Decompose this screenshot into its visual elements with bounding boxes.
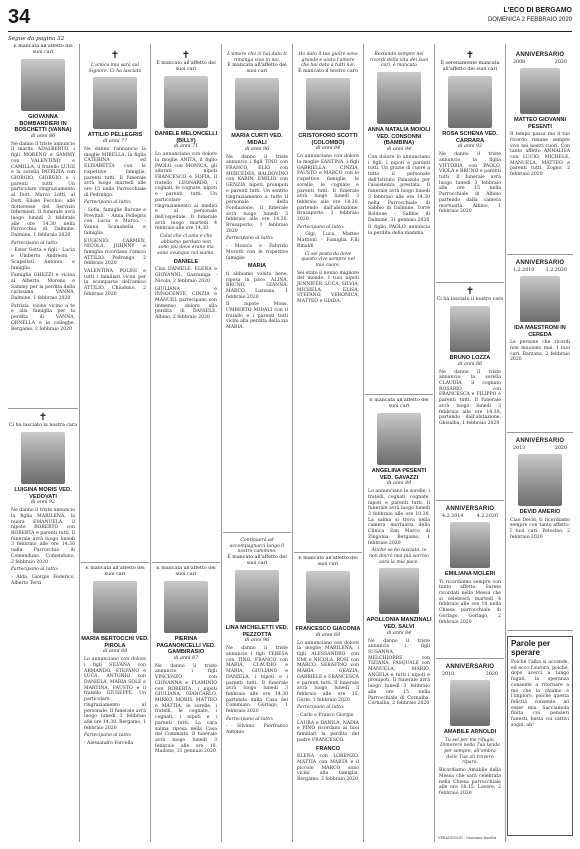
column-rule — [292, 44, 293, 842]
obituary-extra: VALENTINA POLINI e tutti i familiari vicini per la scomparsa dell'amico ATTILIO. Chiuduno, 2 febbraio 2020 — [84, 269, 146, 297]
participation-label: Partecipano al lutto: — [297, 705, 345, 711]
cross-icon: ✝ — [465, 286, 475, 297]
obituary-name: EMILIANA MOLERI — [444, 571, 496, 577]
column-rule — [150, 44, 151, 842]
obituary-name: APOLLONIA MANZINALI VED. SALVI — [366, 617, 432, 630]
participation-label: Partecipano al lutto: — [11, 567, 59, 573]
anniversary-arnoldi — [436, 662, 504, 842]
obituary-extra: ELENA con LORENZO, MATTIA con MARTA e il piccolo MARCO sono vicini alla famiglia. Bergamo, 2 febbraio 2020 — [297, 754, 359, 782]
obituary-paganoncelli — [152, 566, 220, 844]
section-divider — [507, 630, 573, 631]
year-from: 2013 — [513, 446, 526, 451]
obituary-text: Ne danno il triste annuncio i figli SUSANNA, MELCHIORRE con TIZIANA, PASQUALE con MANUELA, MARIO, ANGELA e tutti i nipoti e pronipoti. Il funerale avrà luogo lunedì 3 febbraio alle ore 15 nella Parrocchiale di Cornalba. Cornalba, 2 febbraio 2020 — [368, 638, 430, 707]
obituary-name: ANNA NATALIA MOIOLI VED. CONSONNI (BAMBINA) — [367, 127, 431, 147]
year-from: 1.2.2010 — [513, 268, 535, 273]
portrait-photo — [235, 78, 279, 130]
portrait-photo — [164, 581, 208, 633]
participation-list: - Silvano Pierfranco Antonio — [226, 724, 288, 736]
anniversary-title: ANNIVERSARIO — [515, 438, 565, 444]
participation-label: Partecipano al lutto: — [297, 224, 345, 230]
obituary-age: di anni 89 — [386, 481, 412, 487]
obituary-age: di anni 96 — [244, 638, 270, 644]
obituary-age: di anni 69 — [315, 632, 341, 638]
publication-date: DOMENICA 2 FEBBRAIO 2020 — [487, 17, 572, 23]
obituary-text: Ne danno l'annuncio la moglie MIRELLA, la figlia CATERINA ed ELISABETTA con le rispettive famiglie, parenti tutti. Il funerale avrà luogo martedì alle ore 15 nella Parrocchiale di Pedrengo. — [84, 147, 146, 198]
obituary-text: Ne danno il triste annuncio la sorella CLAUDIA, il cognato ROSARIO con FRANCESCA e FILIPPO e parenti tutti. Il funerale avrà luogo lunedì 3 febbraio alle ore 14.30, partendo dall'abitazione. Ghisalba, 1 febbraio 2020 — [439, 369, 501, 426]
section-divider — [365, 394, 433, 395]
obituary-bertocchi — [81, 566, 149, 844]
obituary-intro: È mancato all'affetto dei suoi cari — [298, 556, 358, 567]
obituary-name: LUIGINA MORIS VED. VEDOVATI — [14, 487, 72, 500]
portrait-photo — [235, 570, 279, 622]
anniversary-title: ANNIVERSARIO — [445, 506, 495, 512]
portrait-photo — [377, 72, 421, 124]
obituary-quote: Colui che ci ama e che abbiamo perduto non sono più dove erano ma sono ovunque noi siamo. — [157, 234, 215, 257]
obituary-bombardieri — [8, 44, 78, 404]
obituary-text: Ne danno il triste annuncio i figli TERESA con TINO, FRANCO con MARIA, CLAUDIO e MARIA, GIULIANO e DANIELA, i nipoti e i parenti tutti. Il funerale avrà luogo lunedì 3 febbraio alle ore 14.30 partendo dalla Casa del Commiato. Gorlago, 1 febbraio 2020 — [226, 646, 288, 715]
obituary-age: di anni 94 — [386, 146, 412, 152]
portrait-photo — [450, 522, 490, 568]
column-5 — [294, 44, 362, 844]
obituary-quote: Ci sei posta da dove questo vive sempre nel mio cuore. — [301, 251, 355, 268]
cross-icon: ✝ — [465, 50, 475, 61]
section-divider — [81, 562, 149, 563]
obituary-age: di anni 71 — [173, 144, 199, 150]
anniversary-title: ANNIVERSARIO — [445, 664, 495, 670]
anniversary-years — [436, 514, 504, 519]
obituary-name: IDA MAESTRONI IN CEREDA — [514, 325, 566, 338]
obituary-name: CRISTOFORO SCOTTI (COLOMBO) — [298, 133, 358, 146]
obituary-quote: Ho dato il tuo gioire sono grande e aiuto l'amore che hai dato a tutti noi. — [298, 52, 358, 69]
participation-label: Partecipano al lutto: — [226, 716, 274, 722]
obituary-intro: È mancata all'affetto dei suoi cari — [369, 398, 429, 409]
obituary-name: LINA MICHELETTI VED. PEZZOTTA — [225, 625, 289, 638]
publication-name: L'ECO DI BERGAMO — [503, 7, 572, 14]
obituary-name: MARIA CURTI VED. MIDALI — [231, 133, 283, 146]
portrait-photo — [450, 306, 490, 352]
obituary-giaconia — [294, 556, 362, 844]
obituary-text: Lo annunciano le sorelle, i fratelli, cognati, cognate, nipoti e parenti tutti. Il funerale avrà luogo lunedì 3 febbraio alle ore 10.30. La salma si trova nella camera mortuaria della Clinica San Marco di Zingonia. Bergamo, 1 febbraio 2020 — [368, 489, 430, 546]
participation-label: Partecipano al lutto: — [84, 733, 132, 739]
anniversary-pesenti — [507, 50, 573, 250]
obituary-name: PIERINA PAGANONCELLI VED. GAMBIRASIO — [156, 636, 216, 656]
obituary-text: Lo annunciano con dolore la moglie MARILENA, i figli ALESSANDRO con EMI e NICOLA, ROSI con MARCO, SERAFINO con MARIA GRAZIA, GABRIELE e FRANCESCA e parenti tutti. Il funerale avrà luogo lunedì 3 febbraio alle ore 15. Gorle, 1 febbraio 2020 — [297, 640, 359, 703]
obituary-meloncelli — [152, 50, 220, 558]
obituary-moioli — [365, 50, 433, 390]
portrait-photo — [21, 432, 65, 484]
portrait-photo — [377, 413, 421, 465]
obituary-name: MARIA BERTOCCHI VED. PIROLA — [81, 636, 149, 649]
obituary-age: di anni 84 — [315, 146, 341, 152]
obituary-name: BRUNO LOZZA — [449, 355, 491, 361]
anniversary-title: ANNIVERSARIO — [515, 52, 565, 58]
obituary-text: Con dolore lo annunciano i figli, i nipoti e parenti tutti. Un grazie di cuore a tutto il personale dell'Istituto Palazzolo per l'assistenza prestata. Il funerale avrà luogo lunedì 3 febbraio alle ore 14.30 nella Parrocchiale di Sabbio di Dalmine. Torre Boldone - Sabbio di Dalmine, 31 gennaio 2020 — [368, 154, 430, 223]
obituary-intro: È mancato all'affetto dei suoi cari — [156, 61, 216, 72]
obituary-moris — [8, 412, 78, 842]
obituary-pellegris — [81, 50, 149, 558]
column-2 — [81, 44, 149, 844]
participation-list: - Gigi, Luca, Matteo Mattioni - Famiglia F.lli Rinaldi — [297, 232, 359, 249]
portrait-photo — [93, 581, 137, 633]
obituary-intro: Ci ha lasciato il nostro caro — [436, 297, 504, 302]
obituary-text: Ne danno il triste annuncio la figlia MARILENA, la nuora EMANUELA, il nipote ROBERTO con ROBERTA e parenti tutti. Il funerale avrà luogo lunedì 3 febbraio alle ore 14.30 nella Parrocchia di Comenduno. Comenduno, 2 febbraio 2020 — [11, 508, 75, 565]
section-divider — [507, 432, 573, 433]
obituary-intro: È mancato il nostro caro — [298, 69, 358, 75]
anniversary-moleri — [436, 504, 504, 654]
obituary-name: ANGELINA PESENTI VED. GAVAZZI — [371, 468, 427, 481]
obituary-curti — [223, 50, 291, 528]
section-divider — [8, 408, 78, 409]
anniversary-maestroni — [507, 258, 573, 428]
year-to: 2020 — [554, 446, 567, 451]
obituary-age: di anni 86 — [30, 133, 56, 139]
section-divider — [223, 532, 291, 533]
year-from: 2010 — [442, 672, 455, 677]
obituary-intro: È mancato all'affetto dei suoi cari — [227, 555, 287, 567]
year-to: 2020 — [554, 60, 567, 65]
obituary-micheletti — [223, 536, 291, 844]
obituary-age: di anni 86 — [457, 361, 483, 367]
participation-list: - Sofia, famiglie Barone e Previtali. - Anna Pellegris con Lucia e Marco. - Vanna Scanabella e famiglia — [84, 208, 146, 236]
obituary-extra: EUGENIO, CARMEN, NICOLA, JOHNNY e famiglia ricordano l'amico ATTILIO. Pedrengo, 2 febbraio 2020 — [84, 238, 146, 267]
participation-label: Partecipano al lutto: — [226, 236, 274, 242]
obituary-name: MATTEO GIOVANNI PESENTI — [514, 117, 566, 130]
obituary-age: di anni 84 — [386, 630, 412, 636]
portrait-photo — [520, 276, 560, 322]
portrait-photo — [21, 59, 65, 111]
page-header — [8, 6, 572, 32]
portrait-photo — [93, 77, 137, 129]
section-divider — [436, 500, 504, 501]
parole-text: Poiché l'alba si accende, ed ecco l'aurora, poiché, dopo averci a lungo fugati, la speranza consente a ritornare a me che la chiamo e l'implorò, poiché questa felicità consente ad esser mia. Sacciamola finita coi pensieri funesti, basta coi cattivi sogni, ah! — [511, 660, 569, 728]
participation-list: - Alda, Giorgio Federico, Alberto Terzi — [11, 574, 75, 586]
column-3 — [152, 44, 220, 844]
obituary-age: di anni 88 — [102, 649, 128, 655]
portrait-photo — [450, 680, 490, 726]
portrait-photo — [306, 78, 350, 130]
obituary-text: Lo annunciano con dolore la moglie SANTINA, i figli GABRIELLA, CINZIA, FAUSTO e MARCO con le rispettive famiglie, le sorelle, le cognate e parenti tutti. Il funerale avrà luogo lunedì 3 febbraio alle ore 14.30, partendo dall'abitazione. Brusaporto, 1 febbraio 2020 — [297, 154, 359, 223]
obituary-scotti — [294, 50, 362, 548]
section-divider — [436, 282, 504, 283]
portrait-photo — [379, 568, 419, 614]
legal-notice: VERANDOLIO - Onoranze funebri — [438, 836, 497, 840]
obituary-quote: Continuerà ad accompagnarci lungo il nostro cammino. — [229, 538, 285, 555]
obituary-extra: Sei stato il nonno migliore del mondo. I tuoi nipoti JENNIFER, LUCA, SILVIA, MICHELA, ELISA, STEFANO, VERONICA, MATTEO e GIADA. — [297, 270, 359, 305]
obituary-name: DEVID AMERIO — [519, 509, 561, 515]
year-to: 4.2.2020 — [476, 514, 498, 519]
portrait-photo — [164, 76, 208, 128]
anniversary-years — [507, 446, 573, 451]
section-divider — [436, 658, 504, 659]
column-6 — [365, 44, 433, 844]
anniversary-years — [507, 268, 573, 273]
obituary-text: Ne danno il triste annuncio la figlia VITTORIA con PAOLO, VIOLA e BRUNO e parenti tutti. Il funerale avrà luogo lunedì 3 febbraio alle ore 15 nella Parrocchiale di Albino partendo dalla camera mortuaria. Albino, 1 febbraio 2020 — [439, 152, 501, 215]
column-7 — [436, 44, 504, 844]
obituary-extra: Famiglia GHEZZI e vicina al Alberto, Moreno e Sammy per la perdita della carissima VANNA. Dalmine, 1 febbraio 2020 — [11, 273, 75, 302]
obituary-quote: L'amica mia sarà sul Signore. Ci ha lasciato — [88, 63, 142, 74]
obituary-intro: È mancata all'affetto dei suoi cari — [227, 63, 287, 75]
participation-list: - Ester Gotta e figli - Lucia e Umberto Andreoni - Scapellati Antonio e famiglia — [11, 248, 75, 271]
anniversary-amerio — [507, 436, 573, 626]
cross-icon: ✝ — [110, 50, 120, 61]
obituary-schena — [436, 50, 504, 278]
obituary-pesenti-manzinali — [365, 398, 433, 844]
obituary-text: Ciao Devid, ti ricordiamo sempre con tanto affetto. I tuoi cari. Petosino, 2 febbraio 2020 — [510, 517, 570, 540]
year-to: 2020 — [485, 672, 498, 677]
portrait-photo — [448, 76, 492, 128]
anniversary-years — [436, 672, 504, 677]
obituary-extra: ti abbiamo voluto bene, riposa in pace. ALINA, BRUNO, GIANNA, MARCO. Luzzana, 1 febbraio 2020 — [226, 271, 288, 300]
section-divider — [507, 254, 573, 255]
obituary-intro: È serenamente mancata all'affetto dei suoi cari — [440, 61, 500, 72]
obituary-age: di anni 87 — [173, 655, 199, 661]
cross-icon: ✝ — [38, 412, 48, 423]
participation-list: - Carlo e Franco Giorgio — [297, 713, 354, 719]
portrait-photo — [520, 68, 560, 114]
obituary-extra: Patrizia, vicino vicino a te e alla famiglia per la perdita di VANNA. ORNELLA e le colleghe. Bergamo, 2 febbraio 2020 — [11, 303, 75, 332]
obituary-extra: Ciao DANIELE. ELENA e GIOVANNI. Gazzaniga - Nicola, 2 febbraio 2020 — [155, 267, 217, 284]
obituary-name: GIOVANNA BOMBARDIERI IN BOSCHETTI (VANNA) — [14, 114, 72, 134]
column-4 — [223, 44, 291, 844]
obituary-name: ATTILIO PELLEGRIS — [87, 132, 143, 139]
anniversary-years — [507, 60, 573, 65]
obituary-text: Lo annunciano con dolore i figli SILVANA con ARMANDO, STEFANO e LUCA, ANTONIO con DANIELA, MARIA SOLE e MARTINA, FAUSTO e il fratello GIUSEPPE. Un particolare ringraziamento al personale. Il funerale avrà luogo lunedì 3 febbraio alle ore 14.30. Bergamo, 1 febbraio 2020 — [84, 657, 147, 731]
obituary-age: di anni 92 — [30, 500, 56, 506]
cross-icon: ✝ — [181, 50, 191, 61]
section-divider — [152, 562, 220, 563]
obituary-intro: È mancata all'affetto dei suoi cari — [13, 44, 73, 55]
obituary-extra-name: DANIELE — [173, 258, 199, 265]
parole-title: Parole per sperare — [511, 639, 551, 657]
obituary-name: FRANCESCO GIACONIA — [295, 626, 361, 632]
obituary-intro: È mancata all'affetto dei suoi cari — [85, 566, 145, 577]
column-rule — [505, 44, 506, 842]
anniversary-title: ANNIVERSARIO — [515, 260, 565, 266]
year-from: 2008 — [513, 60, 526, 65]
obituary-extra: LAURA e DANILA, NADIA e PINO ricordano ai tuoi familiari la perdita del padre FRANCESCO. — [297, 720, 359, 743]
obituary-age: di anni 92 — [457, 144, 483, 150]
year-to: 1.2.2020 — [545, 268, 567, 273]
obituary-quote: Anche se ho lasciato, io non dovrò mai più sorriso sarà la mia pace. — [369, 548, 429, 565]
obituary-text: Ne danno il triste annuncio i figli VINCENZO con GIOVANNA e FLAMINIO con ROBERTA, i nipoti GIULIANA, GIANCARLO, MIRKO, MORIS, MATTEO e MATTIA, le sorelle, i fratelli, le cognate, i cognati, i nipoti e i parenti tutti. La cara salma riposa nella Casa del Commiato. Il funerale avrà luogo lunedì 3 febbraio alle ore 10. Madone, 31 gennaio 2020 — [155, 663, 217, 755]
obituary-quote: L'amore che ci hai dato ti rimanga vivo in noi. — [227, 52, 287, 63]
parole-per-sperare-box — [507, 636, 573, 836]
obituary-intro: Ci ha lasciato la nostra cara — [8, 423, 78, 428]
obituary-text: Ricordiamo Amabile dalla Messa che sarà celebrata nella Chiesa parrocchiale alle ore 18.15. Lovere, 2 febbraio 2020 — [439, 768, 501, 796]
obituary-extra-name: FRANCO — [316, 745, 340, 752]
obituary-lozza — [436, 286, 504, 496]
column-rule — [434, 44, 435, 842]
obituary-text: Ne danno il triste annuncio i figli TINO con FRANCO, ELIO con MERCEDES, BALDOVINO con KARIN, EMILIO con GENZIA, nipoti, pronipoti e parenti tutti. Un sentito ringraziamento a tutto il personale della Fondazione. Il funerale avrà luogo lunedì 3 febbraio alle ore 14.30. Brusaporto, 1 febbraio 2020 — [226, 154, 288, 234]
obituary-text: Le persone che ricordi non muoiono mai. I tuoi cari. Barzana, 2 febbraio 2020 — [510, 340, 570, 363]
column-8 — [507, 44, 573, 844]
column-rule — [79, 44, 80, 842]
obituary-extra: Il figlio PAOLO annuncia la perdita della mamma — [368, 225, 430, 237]
column-rule — [221, 44, 222, 842]
page-number: 34 — [8, 6, 31, 28]
obituary-name: DANIELE MELONCELLI (BILLY) — [154, 131, 218, 144]
column-rule — [363, 44, 364, 842]
portrait-photo — [518, 454, 562, 506]
obituary-text: Il tempo passa ma il tuo ricordo rimane sempre vivo nei nostri cuori. Con tanto affetto ANNALISA con LUCIO, MICHELE, MANUELA, MATTEO e parenti tutti. Zogno, 2 febbraio 2020 — [510, 132, 570, 178]
obituary-text: Ti ricordiamo sempre con tanto affetto. Sarete ricordati nella Messa che si celebrerà martedì 4 febbraio alle ore 18 nella Chiesa parrocchiale di Gorlago. Gorlago, 2 febbraio 2020 — [439, 579, 501, 625]
obituary-text: Lo annunciano con dolore la moglie ANITA, il figlio PAOLO con MONICA, gli adorati nipoti FRANCESCO e SOFIA, il fratello LEONARDO, i cognati, le cognate, nipoti e parenti tutti. Un particolare ringraziamento ai medici e al personale dell'ospedale. Il funerale avrà luogo martedì 4 febbraio alle ore 14.30. — [155, 152, 217, 232]
continued-note: Segue da pagina 32 — [8, 36, 65, 42]
participation-label: Partecipano al lutto: — [84, 200, 132, 206]
section-divider — [294, 552, 362, 553]
obituary-quote: Restando sempre nei ricordi della vita dei suoi cari, è mancata — [369, 52, 429, 69]
obituary-extra-name: MARIA — [247, 263, 267, 270]
participation-label: Partecipano al lutto: — [11, 240, 59, 246]
column-1 — [8, 44, 78, 844]
obituary-text: Ne danno il triste annuncio il marito ADALBERTO, i figli MORENO e SAMMY con VALENTINO e CAMILLA, il fratello LUIGI e la sorella PATRIZIA con GIORGIO, GIORGIO e i parenti tutti. Un particolare ringraziamento al Dott. Marco Lotti, al Dott. Eliseo Fecchio, alle dottoresse del Servizio Infermieri. Il funerale avrà luogo lunedì 3 febbraio alle ore 14.30 nella Parrocchia di Dalmine. Dalmine, 1 febbraio 2020 — [11, 141, 75, 239]
participation-list: - Alessandro Forcella — [84, 741, 134, 747]
obituary-intro: È mancata all'affetto dei suoi cari — [156, 566, 216, 577]
obituary-name: AMABILE ARNOLDI — [443, 729, 497, 735]
obituary-age: di anni 96 — [244, 146, 270, 152]
obituary-quote: Tu sei per me rifugio, Dimorerò nella Tua tenda per sempre, all'ombra delle Tue ali troverò riparo. — [440, 737, 500, 766]
year-from: 4.2.2014 — [442, 514, 464, 519]
obituary-name: ROSA SCHENA VED. CARRARA — [442, 131, 498, 144]
obituary-extra: GIULIANA e INNOCENTE, CINZIA e MANUEL partecipano con immenso dolore alla perdita di DANIELE. Albino, 2 febbraio 2020 — [155, 286, 217, 321]
participation-list: - Monica e Fabrizio Morotti con le rispettive famiglie — [226, 244, 288, 261]
obituary-extra: Il nipote Mons. UMBERTO MIDALI con il fratello e i parenti tutti vicini alla perdita della zia MARIA. — [226, 302, 288, 331]
portrait-photo — [306, 571, 350, 623]
obituary-age: di anni 77 — [102, 139, 128, 144]
